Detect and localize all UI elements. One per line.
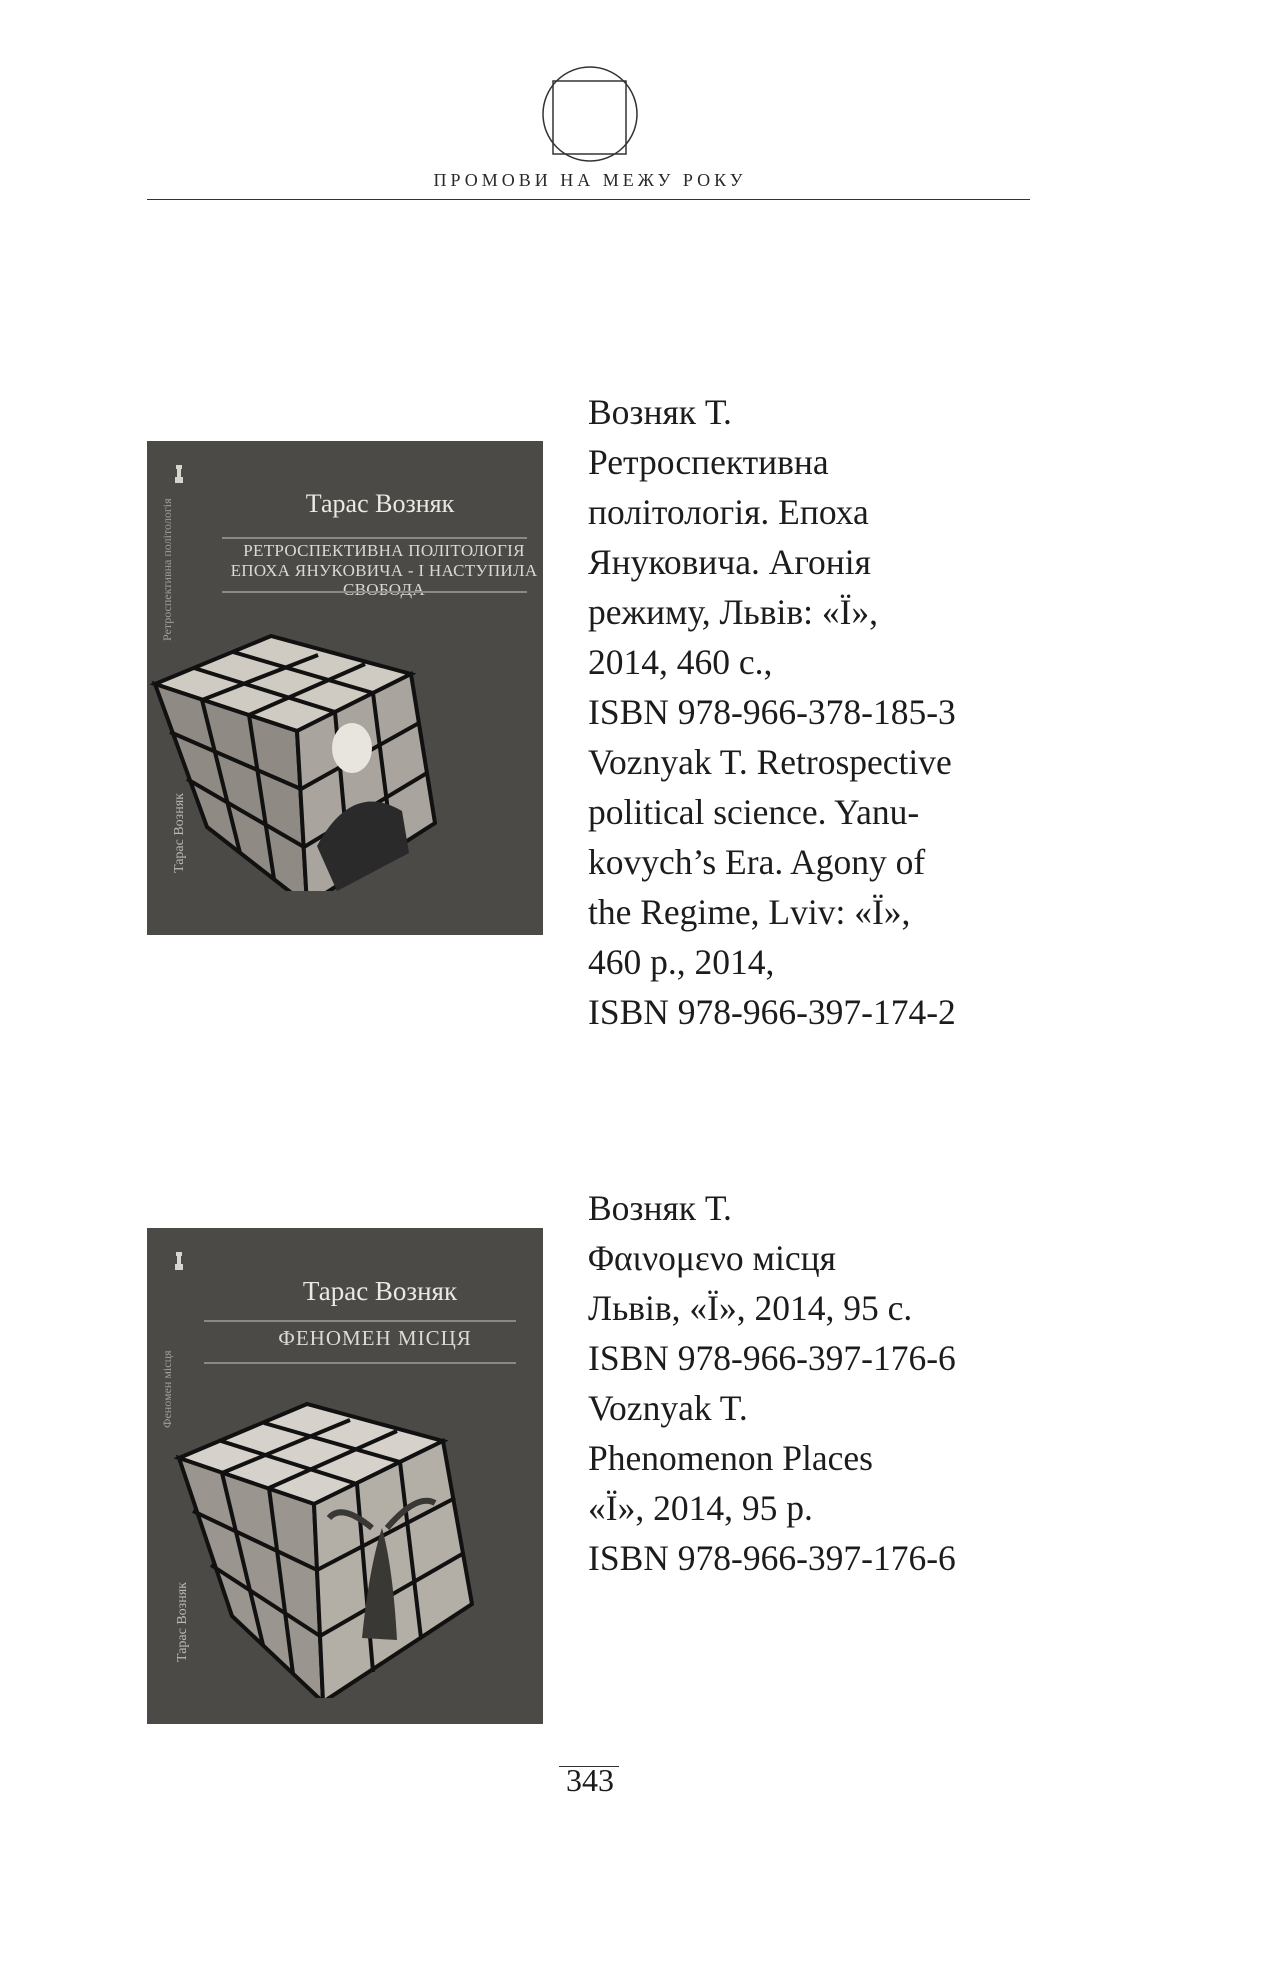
entry-line: Януковича. Агонія: [588, 542, 871, 582]
cover-author: Тарас Возняк: [302, 1276, 458, 1306]
entry-line: the Regime, Lviv: «Ї»,: [588, 892, 911, 932]
cover-rule-top: [204, 1320, 516, 1322]
entry-line: 460 p., 2014,: [588, 942, 775, 982]
cover-spine-title: Феномен місця: [160, 1350, 174, 1428]
entry-line: ISBN 978-966-397-174-2: [588, 992, 956, 1032]
entry-line: «Ї», 2014, 95 p.: [588, 1488, 813, 1528]
circle-square-logo-icon: [538, 62, 642, 166]
entry-line: political science. Yanu-: [588, 792, 920, 832]
entry-line: Львів, «Ї», 2014, 95 с.: [588, 1288, 913, 1328]
entry-line: ISBN 978-966-397-176-6: [588, 1338, 956, 1378]
cover-subtitle-line: ФЕНОМЕН МІСЦЯ: [278, 1326, 472, 1350]
header-rule: [147, 199, 1030, 200]
cover-rule-bottom: [204, 1362, 516, 1364]
cover-subtitle-line: ЕПОХА ЯНУКОВИЧА - І НАСТУПИЛА СВОБОДА: [230, 560, 538, 600]
entry-line: Ретроспективна: [588, 442, 829, 482]
cover-subtitle-line: РЕТРОСПЕКТИВНА ПОЛІТОЛОГІЯ: [243, 541, 525, 560]
book-entry-phenomenon-place: [588, 1183, 1028, 1583]
entry-line: режиму, Львів: «Ї»,: [588, 592, 879, 632]
running-head: ПРОМОВИ НА МЕЖУ РОКУ: [433, 170, 747, 190]
entry-line: Возняк Т.: [588, 392, 732, 432]
entry-line: Voznyak T. Retrospective: [588, 742, 952, 782]
cover-author: Тарас Возняк: [305, 489, 455, 518]
entry-line: 2014, 460 с.,: [588, 642, 773, 682]
page-number: 343: [566, 1762, 614, 1798]
entry-line: ISBN 978-966-378-185-3: [588, 692, 956, 732]
book-entry-retrospective-politology: [588, 387, 1028, 1037]
cover-subtitle: [147, 1326, 543, 1350]
cover-rule-top: [222, 537, 527, 539]
entry-line: Φαινομενο місця: [588, 1238, 836, 1278]
entry-line: ISBN 978-966-397-176-6: [588, 1538, 956, 1578]
book-cover-retrospective-politology: Ретроспективна політологія Тарас Возняк РЕТРОСПЕКТИВНА ПОЛІТОЛОГІЯ ЕПОХА ЯНУКОВИЧА - І НАСТУПИЛА СВОБОДА Тарас Возняк: [147, 441, 543, 935]
entry-line: kovych’s Era. Agony of: [588, 842, 926, 882]
entry-line: Возняк Т.: [588, 1188, 732, 1228]
cube-photo-illustration: [147, 591, 543, 891]
book-cover-phenomenon-place: Феномен місця Тарас Возняк ФЕНОМЕН МІСЦЯ Тарас Возняк: [147, 1228, 543, 1724]
entry-line: Voznyak T.: [588, 1388, 748, 1428]
entry-line: політологія. Епоха: [588, 492, 869, 532]
entry-line: Phenomenon Places: [588, 1438, 873, 1478]
cover-spine-title: Ретроспективна політологія: [160, 498, 174, 641]
cube-photo-illustration: [147, 1378, 543, 1698]
